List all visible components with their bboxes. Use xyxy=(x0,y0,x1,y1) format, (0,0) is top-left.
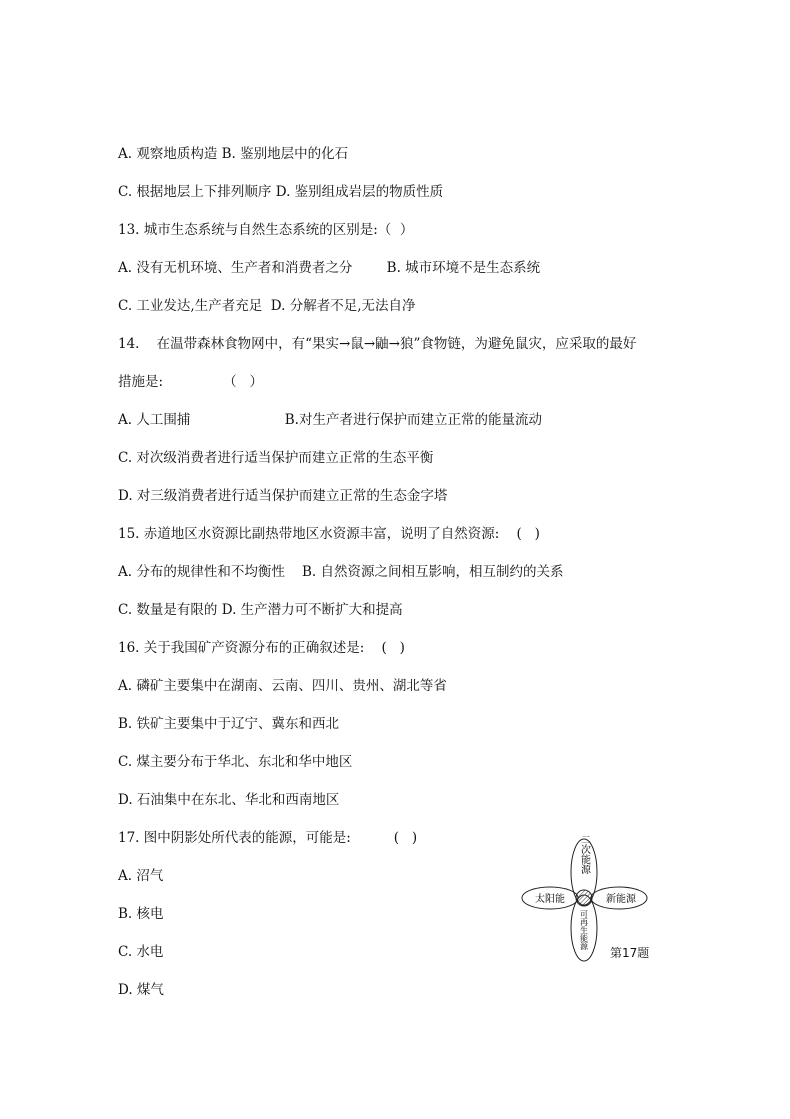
option-a: A. 沼气 xyxy=(118,868,164,884)
text-line: C. 根据地层上下排列顺序 D. 鉴别组成岩层的物质性质 xyxy=(118,184,444,200)
question-13: 13. 城市生态系统与自然生态系统的区别是:（ ） xyxy=(118,222,414,238)
top-label: 二次能源 xyxy=(578,836,590,874)
option-b: B. 核电 xyxy=(118,906,164,922)
text-line: 措施是: （ ） xyxy=(118,374,263,390)
question-15: 15. 赤道地区水资源比副热带地区水资源丰富，说明了自然资源: ( ) xyxy=(118,526,540,542)
bottom-label: 可再生能源 xyxy=(579,910,589,950)
text-line: D. 对三级消费者进行适当保护而建立正常的生态金字塔 xyxy=(118,488,448,504)
text-line: A. 磷矿主要集中在湖南、云南、四川、贵州、湖北等省 xyxy=(118,678,447,694)
text-line: A. 没有无机环境、生产者和消费者之分 B. 城市环境不是生态系统 xyxy=(118,260,541,276)
text-line: C. 数量是有限的 D. 生产潜力可不断扩大和提高 xyxy=(118,602,403,618)
text-line: A. 分布的规律性和不均衡性 B. 自然资源之间相互影响，相互制约的关系 xyxy=(118,564,564,580)
text-line: C. 工业发达,生产者充足 D. 分解者不足,无法自净 xyxy=(118,298,416,314)
right-label: 新能源 xyxy=(606,894,636,905)
shaded-intersection xyxy=(576,890,592,906)
question-14: 14. 在温带森林食物网中，有“果实→鼠→鼬→狼”食物链，为避免鼠灾，应采取的最好 xyxy=(118,336,637,352)
question-16: 16. 关于我国矿产资源分布的正确叙述是: ( ) xyxy=(118,640,405,656)
text-line: B. 铁矿主要集中于辽宁、冀东和西北 xyxy=(118,716,340,732)
question-17: 17. 图中阴影处所代表的能源，可能是: ( ) xyxy=(118,830,418,846)
option-c: C. 水电 xyxy=(118,944,164,960)
figure-caption: 第17题 xyxy=(610,946,650,960)
text-line: C. 对次级消费者进行适当保护而建立正常的生态平衡 xyxy=(118,450,434,466)
text-line: A. 观察地质构造 B. 鉴别地层中的化石 xyxy=(118,146,349,162)
option-d: D. 煤气 xyxy=(118,982,164,998)
text-line: A. 人工围捕 B.对生产者进行保护而建立正常的能量流动 xyxy=(118,412,542,428)
text-line: D. 石油集中在东北、华北和西南地区 xyxy=(118,792,340,808)
text-line: C. 煤主要分布于华北、东北和华中地区 xyxy=(118,754,353,770)
left-label: 太阳能 xyxy=(535,894,565,905)
